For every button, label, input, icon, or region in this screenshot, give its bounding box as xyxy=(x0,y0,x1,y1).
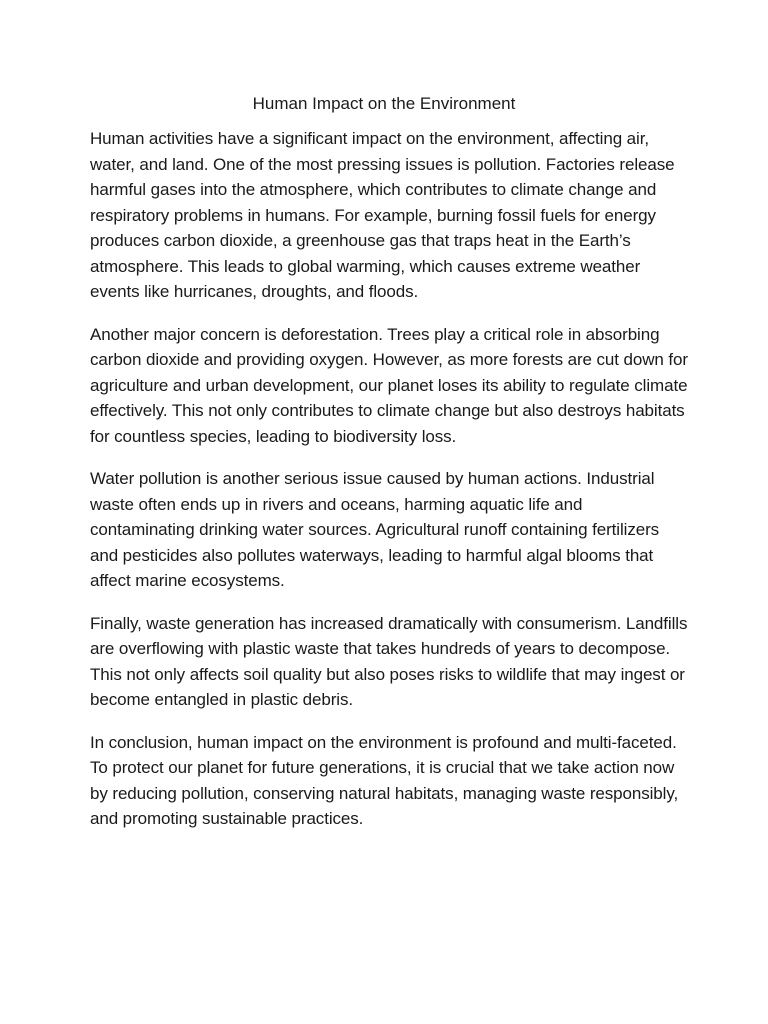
paragraph-conclusion: In conclusion, human impact on the environment is profound and multi-faceted. To protect our planet for future generations, it is crucial that we take action now by reducing pollution, conserving natural habitats, managing waste responsibly, and promoting sustainable practices. xyxy=(90,732,679,828)
document-body xyxy=(90,126,688,849)
paragraph-waste-generation: Finally, waste generation has increased dramatically with consumerism. Landfills are overflowing with plastic waste that takes hundreds of years to decompose. This not only affects soil quality but also poses risks to wildlife that may ingest or become entangled in plastic debris. xyxy=(90,613,688,709)
document-title: Human Impact on the Environment xyxy=(252,94,516,113)
paragraph-water-pollution: Water pollution is another serious issue caused by human actions. Industrial waste often ends up in rivers and oceans, harming aquatic life and contaminating drinking water sources. Agricultural runoff containing fertilizers and pesticides also pollutes waterways, leading to harmful algal blooms that affect marine ecosystems. xyxy=(90,469,660,590)
paragraph-deforestation: Another major concern is deforestation. Trees play a critical role in absorbing carbon dioxide and providing oxygen. However, as more forests are cut down for agriculture and urban development, our planet loses its ability to regulate climate effectively. This not only contributes to climate change but also destroys habitats for countless species, leading to biodiversity loss. xyxy=(90,324,688,446)
paragraph-pollution: Human activities have a significant impact on the environment, affecting air, water, and land. One of the most pressing issues is pollution. Factories release harmful gases into the atmosphere, which contributes to climate change and respiratory problems in humans. For example, burning fossil fuels for energy produces carbon dioxide, a greenhouse gas that traps heat in the Earth’s atmosphere. This leads to global warming, which causes extreme weather events like hurricanes, droughts, and floods. xyxy=(90,129,675,301)
